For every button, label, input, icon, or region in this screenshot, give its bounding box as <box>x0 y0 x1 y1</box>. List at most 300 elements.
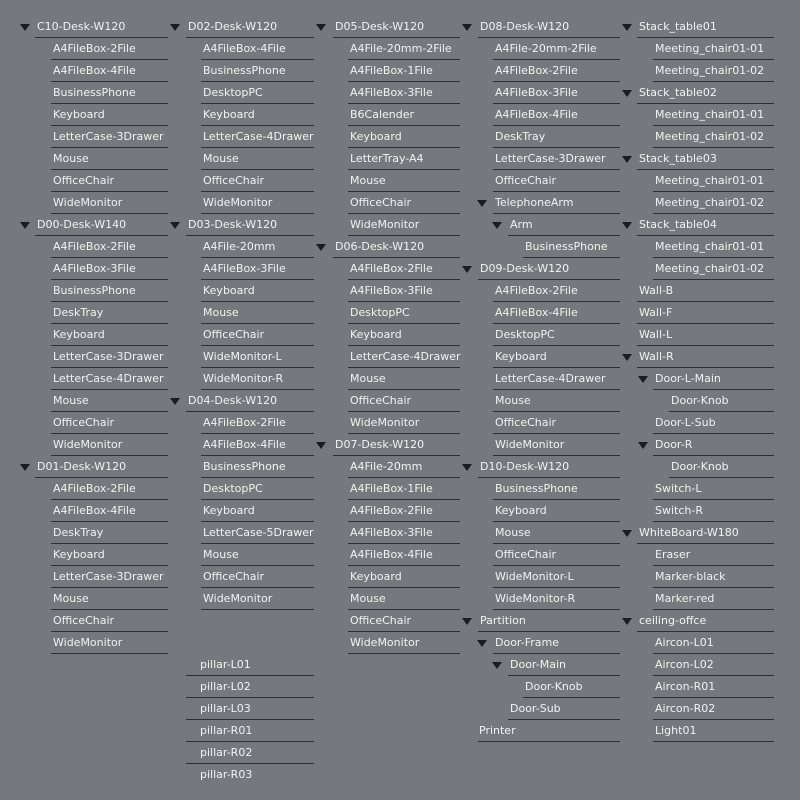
outliner-item-label: B6Calender <box>350 108 415 121</box>
outliner-item-label: OfficeChair <box>350 394 412 407</box>
outliner-item-a4filebox-2file[interactable] <box>348 258 460 280</box>
expand-arrow-icon[interactable] <box>622 222 632 229</box>
outliner-item-label: WideMonitor <box>350 416 420 429</box>
outliner-item-mouse[interactable] <box>348 588 460 610</box>
outliner-item-lettercase-3drawer[interactable] <box>51 126 168 148</box>
outliner-item-label: DesktopPC <box>495 328 555 341</box>
outliner-item-meeting-chair01-02[interactable] <box>653 126 774 148</box>
outliner-item-marker-black[interactable] <box>653 566 774 588</box>
outliner-item-label: A4FileBox-4File <box>203 438 286 451</box>
outliner-item-d00-desk-w140[interactable] <box>35 214 168 236</box>
outliner-item-label: Keyboard <box>495 504 547 517</box>
outliner-item-label: LetterCase-4Drawer <box>350 350 461 363</box>
outliner-item-label: A4FileBox-4File <box>495 306 578 319</box>
outliner-item-label: ceiling-offce <box>639 614 707 627</box>
outliner-item-keyboard[interactable] <box>201 500 314 522</box>
expand-arrow-icon[interactable] <box>462 266 472 273</box>
outliner-item-meeting-chair01-02[interactable] <box>653 192 774 214</box>
outliner-item-label: Door-Frame <box>495 636 559 649</box>
outliner-item-a4file-20mm-2file[interactable] <box>348 38 460 60</box>
outliner-item-desktoppc[interactable] <box>493 324 620 346</box>
expand-arrow-icon[interactable] <box>492 662 502 669</box>
expand-arrow-icon[interactable] <box>170 24 180 31</box>
outliner-item-label: A4FileBox-2File <box>53 42 136 55</box>
outliner-item-label: Wall-B <box>639 284 674 297</box>
outliner-item-lettercase-3drawer[interactable] <box>493 148 620 170</box>
outliner-item-label: Wall-F <box>639 306 673 319</box>
outliner-item-label: WhiteBoard-W180 <box>639 526 739 539</box>
outliner-item-meeting-chair01-01[interactable] <box>653 236 774 258</box>
outliner-item-keyboard[interactable] <box>201 104 314 126</box>
outliner-item-eraser[interactable] <box>653 544 774 566</box>
outliner-item-arm[interactable] <box>508 214 620 236</box>
outliner-item-pillar-l03[interactable] <box>186 698 314 720</box>
outliner-item-label: WideMonitor <box>203 196 273 209</box>
outliner-item-d05-desk-w120[interactable] <box>333 16 460 38</box>
outliner-item-desktoppc[interactable] <box>348 302 460 324</box>
outliner-item-a4filebox-4file[interactable] <box>51 60 168 82</box>
outliner-item-label: Mouse <box>203 548 239 561</box>
outliner-item-door-sub[interactable] <box>508 698 620 720</box>
outliner-item-label: A4FileBox-4File <box>53 504 136 517</box>
outliner-item-label: Stack_table03 <box>639 152 717 165</box>
outliner-item-a4file-20mm[interactable] <box>348 456 460 478</box>
outliner-item-door-knob[interactable] <box>669 390 774 412</box>
outliner-item-whiteboard-w180[interactable] <box>637 522 774 544</box>
outliner-item-a4filebox-3file[interactable] <box>493 82 620 104</box>
outliner-item-wall-b[interactable] <box>637 280 774 302</box>
outliner-item-aircon-r01[interactable] <box>653 676 774 698</box>
outliner-item-switch-l[interactable] <box>653 478 774 500</box>
outliner-item-widemonitor[interactable] <box>201 192 314 214</box>
outliner-item-label: WideMonitor-L <box>495 570 574 583</box>
outliner-item-businessphone[interactable] <box>201 456 314 478</box>
outliner-item-label: Meeting_chair01-02 <box>655 130 765 143</box>
outliner-item-lettercase-3drawer[interactable] <box>51 566 168 588</box>
outliner-item-desktoppc[interactable] <box>201 478 314 500</box>
outliner-item-desktoppc[interactable] <box>201 82 314 104</box>
outliner-item-a4filebox-2file[interactable] <box>51 478 168 500</box>
outliner-item-label: pillar-L02 <box>200 680 251 693</box>
outliner-item-marker-red[interactable] <box>653 588 774 610</box>
outliner-item-d04-desk-w120[interactable] <box>186 390 314 412</box>
outliner-item-label: A4FileBox-2File <box>53 482 136 495</box>
outliner-item-d03-desk-w120[interactable] <box>186 214 314 236</box>
outliner-item-stack-table01[interactable] <box>637 16 774 38</box>
outliner-item-meeting-chair01-01[interactable] <box>653 38 774 60</box>
outliner-item-label: D05-Desk-W120 <box>335 20 425 33</box>
outliner-item-label: A4FileBox-3File <box>495 86 578 99</box>
outliner-item-keyboard[interactable] <box>348 566 460 588</box>
outliner-item-label: pillar-R03 <box>200 768 253 781</box>
outliner-item-label: LetterCase-4Drawer <box>495 372 606 385</box>
outliner-item-businessphone[interactable] <box>493 478 620 500</box>
outliner-item-a4filebox-2file[interactable] <box>201 412 314 434</box>
outliner-item-label: Wall-R <box>639 350 674 363</box>
outliner-item-label: WideMonitor <box>350 636 420 649</box>
outliner-item-officechair[interactable] <box>201 566 314 588</box>
outliner-item-keyboard[interactable] <box>493 346 620 368</box>
expand-arrow-icon[interactable] <box>462 464 472 471</box>
outliner-item-lettercase-4drawer[interactable] <box>348 346 460 368</box>
outliner-item-label: BusinessPhone <box>203 64 286 77</box>
outliner-item-a4filebox-3file[interactable] <box>348 522 460 544</box>
outliner-item-widemonitor[interactable] <box>51 632 168 654</box>
outliner-item-label: A4FileBox-3File <box>203 262 286 275</box>
outliner-item-mouse[interactable] <box>201 544 314 566</box>
expand-arrow-icon[interactable] <box>622 90 632 97</box>
outliner-item-d10-desk-w120[interactable] <box>478 456 620 478</box>
outliner-item-wall-r[interactable] <box>637 346 774 368</box>
outliner-item-a4filebox-3file[interactable] <box>51 258 168 280</box>
outliner-item-lettercase-5drawer[interactable] <box>201 522 314 544</box>
outliner-item-aircon-l02[interactable] <box>653 654 774 676</box>
outliner-item-b6calender[interactable] <box>348 104 460 126</box>
outliner-item-officechair[interactable] <box>493 170 620 192</box>
outliner-item-label: A4FileBox-2File <box>495 64 578 77</box>
outliner-item-printer[interactable] <box>478 720 620 742</box>
outliner-item-label: Keyboard <box>350 570 402 583</box>
outliner-item-a4filebox-2file[interactable] <box>348 500 460 522</box>
outliner-item-a4filebox-3file[interactable] <box>201 258 314 280</box>
outliner-item-ceiling-offce[interactable] <box>637 610 774 632</box>
outliner-item-businessphone[interactable] <box>51 280 168 302</box>
outliner-item-keyboard[interactable] <box>201 280 314 302</box>
expand-arrow-icon[interactable] <box>20 24 30 31</box>
outliner-item-label: Mouse <box>350 372 386 385</box>
outliner-item-mouse[interactable] <box>201 302 314 324</box>
outliner-item-label: Keyboard <box>203 504 255 517</box>
outliner-item-label: A4FileBox-4File <box>350 548 433 561</box>
outliner-item-label: Meeting_chair01-02 <box>655 262 765 275</box>
outliner-item-aircon-l01[interactable] <box>653 632 774 654</box>
outliner-item-label: Stack_table02 <box>639 86 717 99</box>
outliner-item-label: DeskTray <box>53 526 104 539</box>
expand-arrow-icon[interactable] <box>638 376 648 383</box>
outliner-item-widemonitor[interactable] <box>51 192 168 214</box>
outliner-item-officechair[interactable] <box>51 412 168 434</box>
outliner-item-lettercase-4drawer[interactable] <box>493 368 620 390</box>
outliner-item-label: Aircon-L01 <box>655 636 714 649</box>
outliner-item-label: Keyboard <box>203 108 255 121</box>
outliner-item-d08-desk-w120[interactable] <box>478 16 620 38</box>
outliner-item-label: OfficeChair <box>350 196 412 209</box>
outliner-item-door-l-sub[interactable] <box>653 412 774 434</box>
outliner-item-label: pillar-L03 <box>200 702 251 715</box>
expand-arrow-icon[interactable] <box>622 354 632 361</box>
expand-arrow-icon[interactable] <box>462 618 472 625</box>
outliner-item-widemonitor[interactable] <box>201 588 314 610</box>
outliner-item-a4filebox-4file[interactable] <box>348 544 460 566</box>
outliner-item-label: D03-Desk-W120 <box>188 218 278 231</box>
outliner-item-label: Mouse <box>53 394 89 407</box>
outliner-item-label: Aircon-R01 <box>655 680 716 693</box>
outliner-item-label: OfficeChair <box>203 174 265 187</box>
outliner-item-label: WideMonitor <box>53 196 123 209</box>
outliner-item-widemonitor[interactable] <box>348 632 460 654</box>
outliner-item-a4filebox-1file[interactable] <box>348 478 460 500</box>
outliner-item-a4filebox-4file[interactable] <box>493 302 620 324</box>
outliner-item-label: BusinessPhone <box>53 284 136 297</box>
expand-arrow-icon[interactable] <box>316 442 326 449</box>
outliner-item-label: Stack_table04 <box>639 218 717 231</box>
outliner-item-label: D01-Desk-W120 <box>37 460 127 473</box>
outliner-item-keyboard[interactable] <box>51 324 168 346</box>
outliner-item-label: pillar-R01 <box>200 724 253 737</box>
outliner-item-desktray[interactable] <box>51 522 168 544</box>
outliner-item-lettertray-a4[interactable] <box>348 148 460 170</box>
outliner-item-officechair[interactable] <box>51 610 168 632</box>
outliner-item-officechair[interactable] <box>201 324 314 346</box>
outliner-item-label: A4File-20mm <box>203 240 276 253</box>
outliner-item-label: A4FileBox-2File <box>53 240 136 253</box>
outliner-item-label: LetterCase-5Drawer <box>203 526 314 539</box>
outliner-item-label: LetterCase-3Drawer <box>53 130 164 143</box>
outliner-item-light01[interactable] <box>653 720 774 742</box>
outliner-item-keyboard[interactable] <box>348 324 460 346</box>
outliner-item-a4file-20mm-2file[interactable] <box>493 38 620 60</box>
expand-arrow-icon[interactable] <box>638 442 648 449</box>
outliner-item-officechair[interactable] <box>201 170 314 192</box>
outliner-item-door-main[interactable] <box>508 654 620 676</box>
outliner-item-label: BusinessPhone <box>203 460 286 473</box>
outliner-item-stack-table04[interactable] <box>637 214 774 236</box>
outliner-item-a4filebox-3file[interactable] <box>348 280 460 302</box>
outliner-column-4 <box>460 16 620 742</box>
outliner-item-label: BusinessPhone <box>53 86 136 99</box>
outliner-item-a4filebox-2file[interactable] <box>51 236 168 258</box>
outliner-item-businessphone[interactable] <box>201 60 314 82</box>
outliner-item-door-l-main[interactable] <box>653 368 774 390</box>
outliner-item-door-r[interactable] <box>653 434 774 456</box>
outliner-item-label: LetterCase-3Drawer <box>53 570 164 583</box>
outliner-item-c10-desk-w120[interactable] <box>35 16 168 38</box>
outliner-item-label: pillar-R02 <box>200 746 253 759</box>
outliner-item-widemonitor-r[interactable] <box>493 588 620 610</box>
outliner-item-mouse[interactable] <box>348 368 460 390</box>
outliner-item-pillar-l02[interactable] <box>186 676 314 698</box>
outliner-item-label: OfficeChair <box>53 416 115 429</box>
outliner-item-label: Aircon-L02 <box>655 658 714 671</box>
outliner-item-d02-desk-w120[interactable] <box>186 16 314 38</box>
outliner-item-widemonitor[interactable] <box>348 214 460 236</box>
outliner-item-label: WideMonitor <box>350 218 420 231</box>
expand-arrow-icon[interactable] <box>316 244 326 251</box>
outliner-item-label: Door-Main <box>510 658 566 671</box>
outliner-item-label: D02-Desk-W120 <box>188 20 278 33</box>
outliner-item-label: LetterTray-A4 <box>350 152 424 165</box>
outliner-item-a4filebox-4file[interactable] <box>493 104 620 126</box>
outliner-item-label: A4File-20mm-2File <box>495 42 597 55</box>
outliner-item-wall-f[interactable] <box>637 302 774 324</box>
outliner-item-lettercase-3drawer[interactable] <box>51 346 168 368</box>
expand-arrow-icon[interactable] <box>170 398 180 405</box>
outliner-item-mouse[interactable] <box>51 148 168 170</box>
outliner-item-label: Meeting_chair01-01 <box>655 42 765 55</box>
expand-arrow-icon[interactable] <box>462 24 472 31</box>
outliner-item-a4filebox-2file[interactable] <box>493 60 620 82</box>
outliner-item-label: Stack_table01 <box>639 20 717 33</box>
outliner-item-label: Mouse <box>495 394 531 407</box>
expand-arrow-icon[interactable] <box>622 530 632 537</box>
outliner-item-aircon-r02[interactable] <box>653 698 774 720</box>
expand-arrow-icon[interactable] <box>622 24 632 31</box>
outliner-item-label: Arm <box>510 218 533 231</box>
expand-arrow-icon[interactable] <box>20 464 30 471</box>
outliner-item-label: Mouse <box>203 306 239 319</box>
outliner-item-label: A4FileBox-3File <box>350 284 433 297</box>
outliner-item-label: WideMonitor-R <box>495 592 576 605</box>
outliner-item-a4filebox-4file[interactable] <box>51 500 168 522</box>
outliner-item-keyboard[interactable] <box>51 544 168 566</box>
outliner-item-label: Meeting_chair01-01 <box>655 174 765 187</box>
outliner-item-a4filebox-2file[interactable] <box>51 38 168 60</box>
outliner-item-label: Keyboard <box>53 108 105 121</box>
outliner-item-label: Door-Sub <box>510 702 561 715</box>
outliner-item-door-knob[interactable] <box>669 456 774 478</box>
outliner-item-label: Door-Knob <box>671 460 729 473</box>
outliner-item-label: pillar-L01 <box>200 658 251 671</box>
expand-arrow-icon[interactable] <box>477 640 487 647</box>
expand-arrow-icon[interactable] <box>622 618 632 625</box>
outliner-item-label: Marker-red <box>655 592 715 605</box>
outliner-item-businessphone[interactable] <box>523 236 620 258</box>
outliner-item-desktray[interactable] <box>493 126 620 148</box>
outliner-item-label: A4FileBox-4File <box>495 108 578 121</box>
outliner-item-officechair[interactable] <box>493 544 620 566</box>
outliner-item-officechair[interactable] <box>348 390 460 412</box>
outliner-item-label: A4FileBox-2File <box>203 416 286 429</box>
outliner-item-businessphone[interactable] <box>51 82 168 104</box>
expand-arrow-icon[interactable] <box>477 200 487 207</box>
outliner-item-partition[interactable] <box>478 610 620 632</box>
outliner-item-meeting-chair01-02[interactable] <box>653 258 774 280</box>
outliner-item-telephonearm[interactable] <box>493 192 620 214</box>
outliner-item-label: Mouse <box>350 592 386 605</box>
outliner-item-door-frame[interactable] <box>493 632 620 654</box>
expand-arrow-icon[interactable] <box>622 156 632 163</box>
outliner-item-label: Meeting_chair01-02 <box>655 64 765 77</box>
outliner-item-label: A4FileBox-1File <box>350 482 433 495</box>
outliner-column-5 <box>620 16 774 742</box>
outliner-item-label: BusinessPhone <box>495 482 578 495</box>
outliner-item-label: Aircon-R02 <box>655 702 716 715</box>
outliner-item-widemonitor-l[interactable] <box>493 566 620 588</box>
outliner-item-keyboard[interactable] <box>493 500 620 522</box>
outliner-item-officechair[interactable] <box>51 170 168 192</box>
expand-arrow-icon[interactable] <box>20 222 30 229</box>
outliner-item-stack-table02[interactable] <box>637 82 774 104</box>
outliner-item-pillar-r02[interactable] <box>186 742 314 764</box>
outliner-item-d07-desk-w120[interactable] <box>333 434 460 456</box>
outliner-item-lettercase-4drawer[interactable] <box>201 126 314 148</box>
outliner-item-mouse[interactable] <box>493 390 620 412</box>
outliner-item-label: WideMonitor-R <box>203 372 284 385</box>
outliner-item-meeting-chair01-01[interactable] <box>653 104 774 126</box>
outliner-item-label: DeskTray <box>53 306 104 319</box>
outliner-item-a4filebox-2file[interactable] <box>493 280 620 302</box>
outliner-item-label: OfficeChair <box>53 614 115 627</box>
outliner-item-widemonitor[interactable] <box>493 434 620 456</box>
outliner-item-a4filebox-3file[interactable] <box>348 82 460 104</box>
outliner-item-officechair[interactable] <box>348 610 460 632</box>
outliner-item-label: Mouse <box>350 174 386 187</box>
outliner-item-widemonitor[interactable] <box>348 412 460 434</box>
outliner-item-pillar-r01[interactable] <box>186 720 314 742</box>
outliner-item-label: A4FileBox-4File <box>203 42 286 55</box>
outliner-spacer <box>168 632 314 654</box>
outliner-item-label: Light01 <box>655 724 697 737</box>
outliner-item-mouse[interactable] <box>51 588 168 610</box>
outliner-item-label: WideMonitor <box>53 438 123 451</box>
outliner-item-label: Mouse <box>53 152 89 165</box>
outliner-item-label: Marker-black <box>655 570 726 583</box>
expand-arrow-icon[interactable] <box>316 24 326 31</box>
outliner-column-1 <box>18 16 168 654</box>
outliner-item-widemonitor[interactable] <box>51 434 168 456</box>
outliner-item-label: Switch-L <box>655 482 702 495</box>
outliner-item-widemonitor-l[interactable] <box>201 346 314 368</box>
outliner-item-label: DesktopPC <box>203 482 263 495</box>
outliner-item-door-knob[interactable] <box>523 676 620 698</box>
outliner-item-label: Keyboard <box>350 328 402 341</box>
outliner-item-keyboard[interactable] <box>348 126 460 148</box>
outliner-item-officechair[interactable] <box>348 192 460 214</box>
outliner-item-pillar-l01[interactable] <box>186 654 314 676</box>
outliner-item-label: Partition <box>480 614 526 627</box>
outliner-item-a4filebox-4file[interactable] <box>201 434 314 456</box>
outliner-item-label: Printer <box>479 724 516 737</box>
outliner-item-widemonitor-r[interactable] <box>201 368 314 390</box>
outliner-item-label: BusinessPhone <box>525 240 608 253</box>
outliner-item-officechair[interactable] <box>493 412 620 434</box>
expand-arrow-icon[interactable] <box>170 222 180 229</box>
outliner-item-label: A4FileBox-3File <box>53 262 136 275</box>
outliner-item-label: A4File-20mm-2File <box>350 42 452 55</box>
outliner-item-mouse[interactable] <box>348 170 460 192</box>
outliner-item-lettercase-4drawer[interactable] <box>51 368 168 390</box>
outliner-item-desktray[interactable] <box>51 302 168 324</box>
outliner-item-label: Keyboard <box>203 284 255 297</box>
outliner-item-stack-table03[interactable] <box>637 148 774 170</box>
outliner-item-d01-desk-w120[interactable] <box>35 456 168 478</box>
outliner-item-mouse[interactable] <box>493 522 620 544</box>
outliner-item-a4file-20mm[interactable] <box>201 236 314 258</box>
outliner-item-label: LetterCase-3Drawer <box>495 152 606 165</box>
outliner-item-pillar-r03[interactable] <box>186 764 314 786</box>
outliner-item-label: OfficeChair <box>495 174 557 187</box>
outliner-item-label: Mouse <box>203 152 239 165</box>
outliner-item-wall-l[interactable] <box>637 324 774 346</box>
outliner-item-a4filebox-1file[interactable] <box>348 60 460 82</box>
outliner-item-keyboard[interactable] <box>51 104 168 126</box>
outliner-item-d09-desk-w120[interactable] <box>478 258 620 280</box>
outliner-item-a4filebox-4file[interactable] <box>201 38 314 60</box>
outliner-item-label: OfficeChair <box>203 570 265 583</box>
outliner-item-mouse[interactable] <box>201 148 314 170</box>
outliner-item-label: LetterCase-3Drawer <box>53 350 164 363</box>
outliner-item-mouse[interactable] <box>51 390 168 412</box>
outliner-item-switch-r[interactable] <box>653 500 774 522</box>
outliner-column-3 <box>314 16 460 654</box>
outliner-item-label: A4FileBox-1File <box>350 64 433 77</box>
outliner-item-d06-desk-w120[interactable] <box>333 236 460 258</box>
outliner-item-meeting-chair01-01[interactable] <box>653 170 774 192</box>
expand-arrow-icon[interactable] <box>492 222 502 229</box>
outliner-item-label: D04-Desk-W120 <box>188 394 278 407</box>
outliner-item-meeting-chair01-02[interactable] <box>653 60 774 82</box>
outliner-item-label: OfficeChair <box>350 614 412 627</box>
